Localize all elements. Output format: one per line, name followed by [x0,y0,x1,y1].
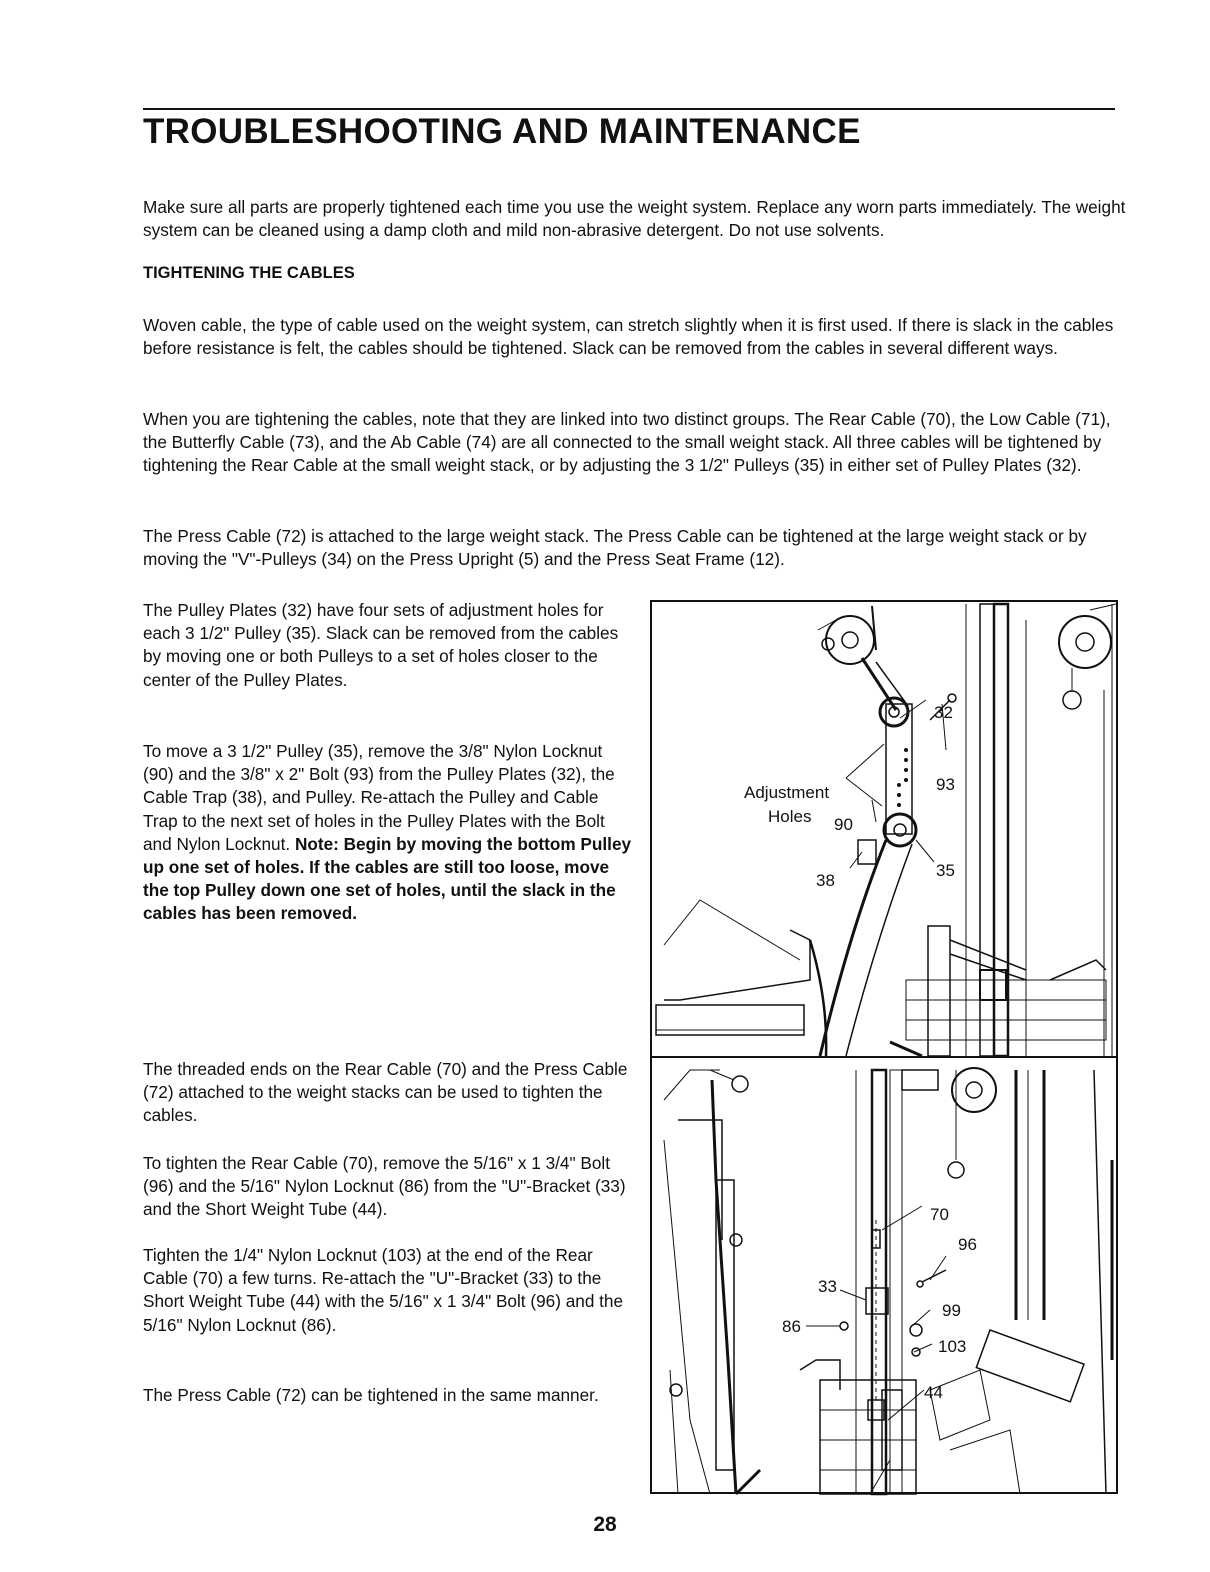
callout-96: 96 [958,1235,977,1254]
callout-38: 38 [816,871,835,890]
paragraph-press-same: The Press Cable (72) can be tightened in the same manner. [143,1385,599,1405]
move-pulley-text: To move a 3 1/2" Pulley (35), remove the 3/8" Nylon Locknut (90) and the 3/8" x 2" Bolt (93) from the Pulley Plates (32), the Cable Trap (38), and Pulley. Re-attach the Pulley and Cable Trap to the next set of holes in the Pulley Plates with the Bolt and Nylon Locknut. [143,741,615,854]
weight-stack-diagram [664,1068,1112,1494]
callout-holes: Holes [768,807,812,826]
callout-93: 93 [936,775,955,794]
callout-70: 70 [930,1205,949,1224]
paragraph-woven-cable: Woven cable, the type of cable used on the weight system, can stretch slightly when it is first used. If there is slack in the cables before resistance is felt, the cables should be tightened. Slack can be removed from the cables in several different ways. [143,315,1114,359]
paragraph-tighten-locknut: Tighten the 1/4" Nylon Locknut (103) at the end of the Rear Cable (70) a few turns. Re-attach the "U"-Bracket (33) to the Short Weight Tube (44) with the 5/16" x 1 3/4" Bolt (96) and the 5/16" Nylon Locknut (86). [143,1245,624,1335]
paragraph-tighten-rear: To tighten the Rear Cable (70), remove the 5/16" x 1 3/4" Bolt (96) and the 5/16" Nylon Locknut (86) from the "U"-Bracket (33) and the Short Weight Tube (44). [143,1153,626,1220]
paragraph-threaded-ends: The threaded ends on the Rear Cable (70) and the Press Cable (72) attached to the weight stacks can be used to tighten the cables. [143,1059,628,1126]
callout-35: 35 [936,861,955,880]
intro-paragraph: Make sure all parts are properly tightened each time you use the weight system. Replace any worn parts immediately. The weight system can be cleaned using a damp cloth and mild non-abrasive detergent. Do not use solvents. [143,197,1126,241]
callout-32: 32 [934,703,953,722]
pulley-plate-diagram [656,604,1116,1056]
callout-86: 86 [782,1317,801,1336]
paragraph-press-cable: The Press Cable (72) is attached to the large weight stack. The Press Cable can be tightened at the large weight stack or by moving the "V"-Pulleys (34) on the Press Upright (5) and the Press Seat Frame (12). [143,526,1087,570]
callout-90: 90 [834,815,853,834]
callout-adjustment: Adjustment [744,783,830,802]
move-pulley-note: Note: Begin by moving the bottom Pulley up one set of holes. If the cables are still too loose, move the top Pulley down one set of holes, until the slack in the cables has been removed. [143,833,632,924]
section-heading: TIGHTENING THE CABLES [143,264,355,282]
callout-99: 99 [942,1301,961,1320]
illustration-panel [650,600,1120,1496]
callout-44: 44 [924,1383,943,1402]
paragraph-move-pulley [143,740,633,926]
callout-33: 33 [818,1277,837,1296]
page-title: TROUBLESHOOTING AND MAINTENANCE [143,112,861,151]
page-number: 28 [593,1513,617,1536]
paragraph-pulley-plates: The Pulley Plates (32) have four sets of adjustment holes for each 3 1/2" Pulley (35). Slack can be removed from the cables by moving one or both Pulleys to a set of holes closer to the center of the Pulley Plates. [143,600,619,690]
callout-103: 103 [938,1337,967,1356]
paragraph-cable-groups: When you are tightening the cables, note that they are linked into two distinct groups. The Rear Cable (70), the Low Cable (71), the Butterfly Cable (73), and the Ab Cable (74) are all connected to the small weight stack. All three cables will be tightened by tightening the Rear Cable at the small weight stack, or by adjusting the 3 1/2" Pulleys (35) in either set of Pulley Plates (32). [143,409,1111,476]
